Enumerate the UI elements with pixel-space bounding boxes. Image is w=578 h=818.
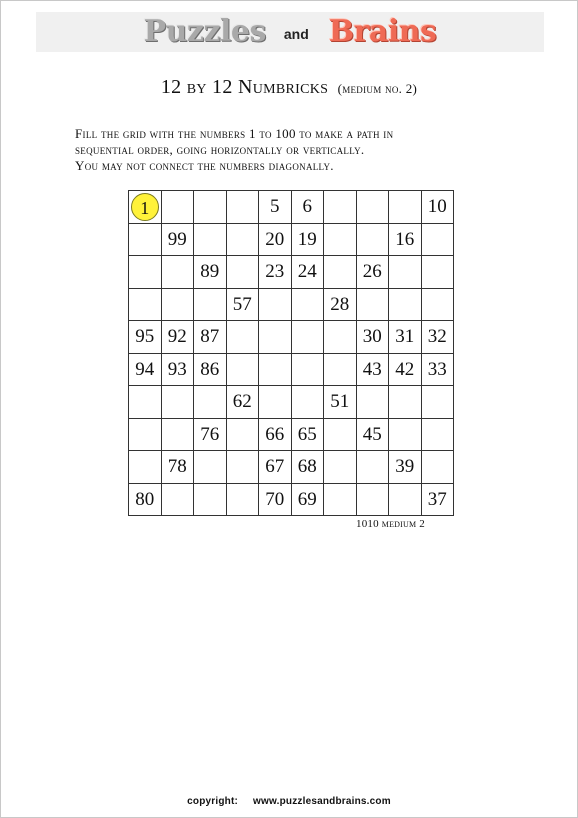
grid-row [129,321,454,354]
grid-row [129,418,454,451]
grid-cell[interactable] [226,256,259,289]
grid-cell[interactable]: 78 [161,451,194,484]
grid-cell[interactable] [259,288,292,321]
grid-cell[interactable] [421,288,454,321]
grid-cell[interactable] [356,451,389,484]
grid-cell[interactable]: 89 [194,256,227,289]
grid-cell[interactable]: 24 [291,256,324,289]
grid-cell[interactable]: 66 [259,418,292,451]
grid-cell[interactable]: 99 [161,223,194,256]
grid-cell[interactable]: 28 [324,288,357,321]
grid-cell[interactable] [129,451,162,484]
grid-cell[interactable] [129,191,162,224]
puzzle-grid [128,190,454,516]
grid-cell[interactable] [389,288,422,321]
grid-cell[interactable] [226,483,259,516]
footer [0,796,578,807]
grid-cell[interactable]: 51 [324,386,357,419]
logo-puzzles-text: Puzzles [143,14,266,49]
grid-cell[interactable]: 86 [194,353,227,386]
grid-cell[interactable] [421,256,454,289]
puzzle-code: 1010 medium 2 [356,518,425,530]
grid-cell[interactable] [389,386,422,419]
grid-cell[interactable] [129,386,162,419]
grid-cell[interactable] [421,223,454,256]
grid-cell[interactable]: 76 [194,418,227,451]
grid-cell[interactable]: 95 [129,321,162,354]
grid-cell[interactable] [389,256,422,289]
grid-row [129,191,454,224]
website-link[interactable]: www.puzzlesandbrains.com [253,796,391,807]
grid-cell[interactable] [226,223,259,256]
grid-cell[interactable] [226,418,259,451]
grid-cell[interactable]: 93 [161,353,194,386]
instruction-line: Fill the grid with the numbers 1 to 100 to make a path in [75,126,394,141]
grid-cell[interactable]: 87 [194,321,227,354]
logo-and-text: and [283,26,309,42]
grid-cell[interactable]: 65 [291,418,324,451]
grid-cell[interactable]: 62 [226,386,259,419]
grid-cell[interactable] [324,353,357,386]
grid-cell[interactable]: 69 [291,483,324,516]
grid-cell[interactable] [161,418,194,451]
grid-cell[interactable]: 70 [259,483,292,516]
grid-cell[interactable] [324,256,357,289]
grid-cell[interactable] [421,386,454,419]
grid-cell[interactable] [161,288,194,321]
grid-cell[interactable]: 5 [259,191,292,224]
grid-cell[interactable]: 94 [129,353,162,386]
grid-cell[interactable] [421,418,454,451]
grid-cell[interactable] [259,386,292,419]
grid-cell[interactable] [194,386,227,419]
grid-cell[interactable] [194,191,227,224]
grid-cell[interactable] [421,451,454,484]
grid-cell[interactable] [324,191,357,224]
grid-cell[interactable] [356,483,389,516]
grid-cell[interactable] [259,321,292,354]
grid-row [129,483,454,516]
grid-cell[interactable] [129,288,162,321]
grid-cell[interactable]: 39 [389,451,422,484]
grid-cell[interactable] [324,321,357,354]
grid-cell[interactable] [161,386,194,419]
grid-cell[interactable] [324,451,357,484]
grid-cell[interactable] [291,288,324,321]
title-main: 12 by 12 Numbricks [160,76,329,98]
grid-cell[interactable]: 67 [259,451,292,484]
site-logo-banner [36,12,544,52]
grid-cell[interactable] [324,483,357,516]
grid-row [129,451,454,484]
grid-cell[interactable] [389,483,422,516]
grid-cell[interactable] [129,256,162,289]
grid-cell[interactable] [356,223,389,256]
grid-cell[interactable] [161,256,194,289]
grid-cell[interactable]: 26 [356,256,389,289]
grid-cell[interactable] [226,451,259,484]
grid-cell[interactable] [259,353,292,386]
title-subtitle: (medium no. 2) [337,81,418,96]
grid-cell[interactable]: 20 [259,223,292,256]
grid-cell[interactable]: 31 [389,321,422,354]
grid-cell[interactable]: 10 [421,191,454,224]
grid-cell[interactable]: 33 [421,353,454,386]
grid-cell[interactable] [389,191,422,224]
grid-cell[interactable]: 92 [161,321,194,354]
grid-cell[interactable]: 6 [291,191,324,224]
grid-cell[interactable]: 32 [421,321,454,354]
grid-row [129,386,454,419]
grid-cell[interactable]: 68 [291,451,324,484]
instruction-line: You may not connect the numbers diagonally. [75,158,334,173]
grid-cell[interactable] [129,223,162,256]
grid-cell[interactable] [194,451,227,484]
grid-cell[interactable] [226,191,259,224]
grid-cell[interactable] [291,386,324,419]
grid-cell[interactable]: 30 [356,321,389,354]
grid-cell[interactable] [356,386,389,419]
grid-cell[interactable] [324,418,357,451]
grid-cell[interactable]: 37 [421,483,454,516]
grid-cell[interactable] [161,191,194,224]
grid-cell[interactable] [291,321,324,354]
grid-cell[interactable] [356,191,389,224]
grid-cell[interactable] [194,223,227,256]
grid-row [129,223,454,256]
grid-row [129,353,454,386]
grid-row [129,256,454,289]
grid-cell[interactable]: 19 [291,223,324,256]
page-title [0,76,578,99]
instruction-line: sequential order, going horizontally or vertically. [75,142,365,157]
grid-row [129,288,454,321]
grid-cell[interactable]: 23 [259,256,292,289]
grid-cell[interactable] [356,288,389,321]
grid-cell[interactable] [226,353,259,386]
grid-cell[interactable]: 45 [356,418,389,451]
copyright-label: copyright: [187,796,239,807]
grid-cell[interactable] [194,288,227,321]
start-marker: 1 [131,193,159,221]
grid-cell[interactable] [291,353,324,386]
grid-cell[interactable]: 43 [356,353,389,386]
grid-cell[interactable] [324,223,357,256]
grid-cell[interactable]: 16 [389,223,422,256]
grid-cell[interactable] [161,483,194,516]
grid-cell[interactable] [226,321,259,354]
grid-cell[interactable]: 42 [389,353,422,386]
logo-brains-text: Brains [328,14,437,49]
grid-cell[interactable] [129,418,162,451]
instructions [75,126,545,174]
grid-cell[interactable] [194,483,227,516]
grid-cell[interactable]: 57 [226,288,259,321]
grid-cell[interactable] [389,418,422,451]
grid-cell[interactable]: 80 [129,483,162,516]
